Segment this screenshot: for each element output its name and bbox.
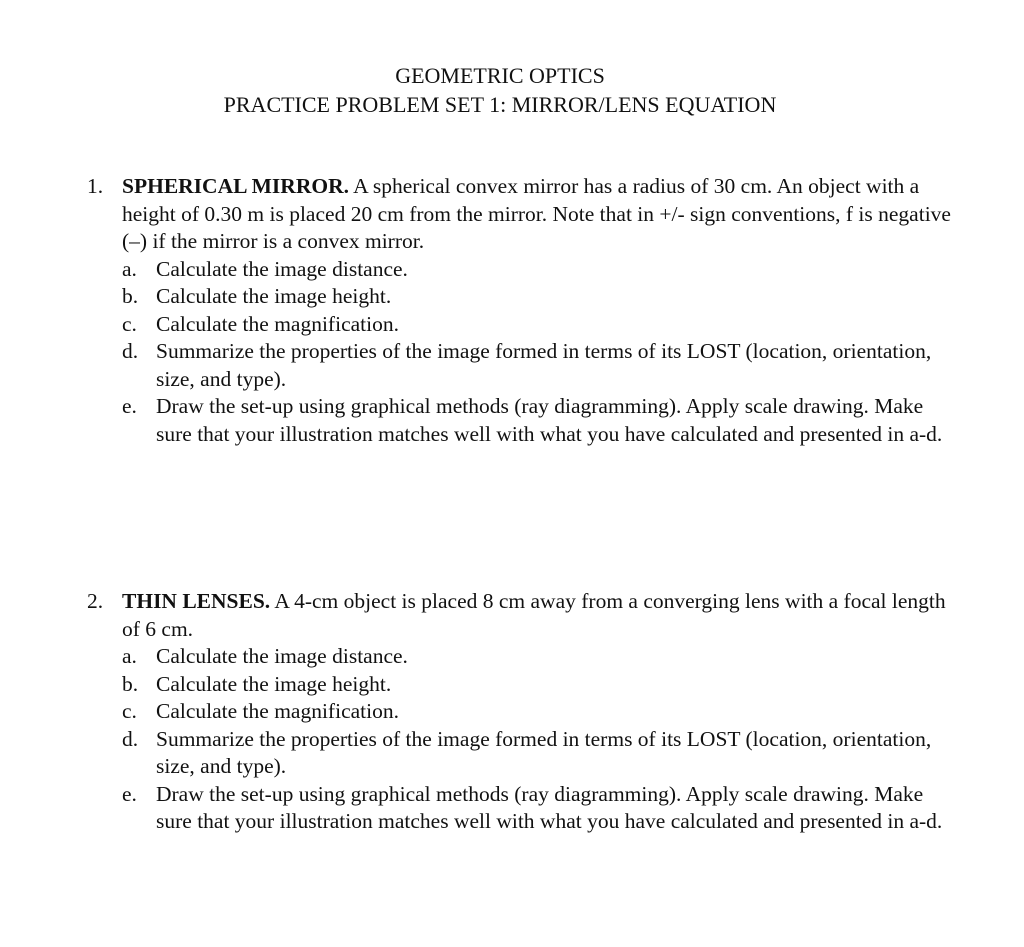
sub-question <box>80 698 960 726</box>
problem-title: THIN LENSES. <box>122 589 271 613</box>
sub-question-letter: b. <box>122 284 139 308</box>
sub-question <box>80 643 960 671</box>
sub-question-letter: c. <box>122 699 137 723</box>
sub-question-text: Calculate the image distance. <box>156 644 408 668</box>
sub-question-letter: a. <box>122 644 137 668</box>
problem-text: A spherical convex mirror has a radius of 30 cm. An object with a height of 0.30 m is placed 20 cm from the mirror. Note that in +/- sign conventions, f is negative (–) if the mirror is a convex mirror. <box>122 174 951 253</box>
sub-question-text: Calculate the image height. <box>156 671 392 696</box>
problem-statement <box>80 173 960 256</box>
sub-question-letter: b. <box>122 671 139 696</box>
sub-question <box>80 393 960 448</box>
problem-1 <box>80 173 960 448</box>
problem-title: SPHERICAL MIRROR. <box>122 174 349 198</box>
sub-question-list <box>80 256 960 449</box>
subject-heading: GEOMETRIC OPTICS <box>395 63 605 88</box>
sub-question-letter: a. <box>122 256 137 281</box>
sub-question-text: Draw the set-up using graphical methods (ray diagramming). Apply scale drawing. Make sure that your illustration matches well with what you have calculated and presented in a-d. <box>156 394 943 446</box>
sub-question <box>80 726 960 781</box>
problem-set-heading: PRACTICE PROBLEM SET 1: MIRROR/LENS EQUATION <box>223 92 777 117</box>
sub-question-text: Calculate the magnification. <box>156 699 399 723</box>
sub-question-list <box>80 643 960 836</box>
sub-question-text: Summarize the properties of the image formed in terms of its LOST (location, orientation, size, and type). <box>156 726 932 778</box>
sub-question <box>80 338 960 393</box>
document-title <box>0 61 1000 119</box>
sub-question <box>80 256 960 284</box>
problem-2 <box>80 588 960 836</box>
sub-question-letter: c. <box>122 311 137 336</box>
sub-question-letter: e. <box>122 781 137 806</box>
sub-question-text: Calculate the image height. <box>156 284 392 308</box>
sub-question-text: Calculate the magnification. <box>156 311 399 336</box>
sub-question-text: Calculate the image distance. <box>156 256 408 281</box>
sub-question <box>80 311 960 339</box>
problem-number: 2. <box>87 589 104 613</box>
sub-question-letter: d. <box>122 339 139 363</box>
sub-question-letter: d. <box>122 726 139 751</box>
sub-question <box>80 781 960 836</box>
sub-question-text: Draw the set-up using graphical methods (ray diagramming). Apply scale drawing. Make sure that your illustration matches well with what you have calculated and presented in a-d. <box>156 781 943 833</box>
sub-question-text: Summarize the properties of the image formed in terms of its LOST (location, orientation, size, and type). <box>156 339 932 391</box>
sub-question <box>80 671 960 699</box>
problem-text: A 4-cm object is placed 8 cm away from a converging lens with a focal length of 6 cm. <box>122 589 946 641</box>
problem-number: 1. <box>87 174 104 198</box>
sub-question <box>80 283 960 311</box>
problem-statement <box>80 588 960 643</box>
sub-question-letter: e. <box>122 394 137 418</box>
